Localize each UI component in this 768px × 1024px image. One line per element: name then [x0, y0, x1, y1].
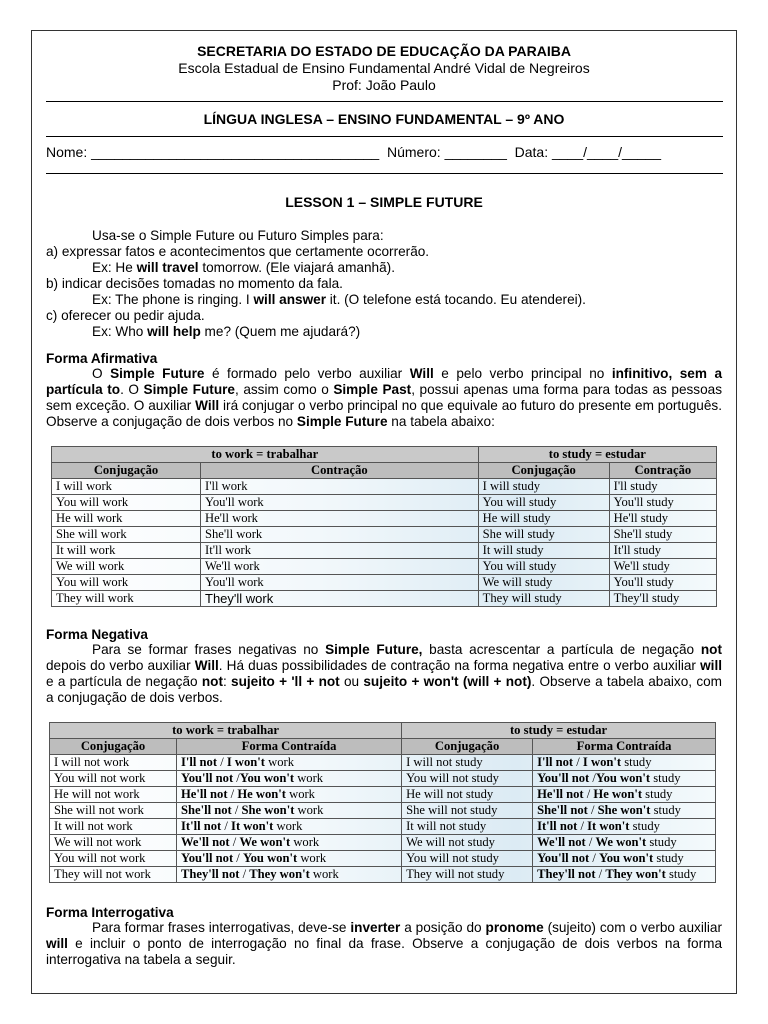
- text: Para formar frases interrogativas, deve-se: [92, 920, 351, 935]
- intro-item-b: b) indicar decisões tomadas no momento da fala.: [46, 276, 343, 291]
- table-cell: You will not study: [402, 851, 533, 867]
- table-cell: [177, 787, 402, 803]
- text: . Observe a tabela abaixo, com a conjugação de dois verbos.: [46, 674, 723, 705]
- table-cell: It will not work: [50, 819, 177, 835]
- table-cell: [177, 755, 402, 771]
- text: work: [285, 787, 315, 801]
- bold-text: Simple Past: [333, 382, 412, 397]
- bold-text: sujeito + 'll + not: [231, 674, 340, 689]
- table-cell: [533, 851, 716, 867]
- bold-text: They'll not: [537, 867, 596, 881]
- table-row: [52, 591, 717, 607]
- text: /: [233, 771, 240, 785]
- text: work: [294, 771, 324, 785]
- table-cell: You will not work: [50, 771, 177, 787]
- table-row: [50, 803, 716, 819]
- table-cell: [533, 835, 716, 851]
- bold-text: You won't: [242, 851, 298, 865]
- text: Ex: Who: [92, 324, 148, 339]
- table-row: [52, 511, 717, 527]
- intro-example-a: [46, 260, 768, 276]
- bold-text: They'll not: [181, 867, 240, 881]
- text: /: [229, 835, 240, 849]
- bold-text: I'll not: [537, 755, 574, 769]
- table-cell: [177, 819, 402, 835]
- table-cell: [533, 867, 716, 883]
- text: /: [587, 803, 598, 817]
- student-info-line: Nome: _____________________________________ Número: ________ Data: ____/____/_____: [46, 144, 661, 160]
- divider: [46, 173, 723, 174]
- table-cell: [177, 867, 402, 883]
- column-header: Conjugação: [478, 463, 609, 479]
- text: work: [294, 803, 324, 817]
- table-cell: He'll study: [609, 511, 716, 527]
- header-teacher: Prof: João Paulo: [332, 77, 436, 93]
- bold-text: We won't: [595, 835, 647, 849]
- table-cell: He will not work: [50, 787, 177, 803]
- text: na tabela abaixo:: [387, 414, 495, 429]
- table-cell: I will study: [478, 479, 609, 495]
- table-row: [50, 787, 716, 803]
- bold-text: He'll not: [181, 787, 228, 801]
- lesson-title: LESSON 1 – SIMPLE FUTURE: [285, 194, 483, 210]
- text: /: [239, 867, 250, 881]
- bold-text: She'll not: [537, 803, 588, 817]
- table-cell: We will work: [52, 559, 201, 575]
- bold-text: not: [700, 642, 722, 657]
- table-cell: They'll work: [201, 591, 479, 607]
- text: /: [231, 803, 242, 817]
- table-cell: I'll work: [201, 479, 479, 495]
- table-row: [52, 543, 717, 559]
- intro-item-c: c) oferecer ou pedir ajuda.: [46, 308, 205, 323]
- bold-text: Will: [195, 398, 220, 413]
- text: study: [650, 803, 681, 817]
- table-row: [52, 527, 717, 543]
- text: e a partícula de negação: [46, 674, 202, 689]
- bold-text: He won't: [593, 787, 643, 801]
- text: study: [650, 771, 681, 785]
- bold-text: You won't: [239, 771, 295, 785]
- column-header: Forma Contraída: [533, 739, 716, 755]
- text: a posição do: [400, 920, 486, 935]
- text: me? (Quem me ajudará?): [200, 324, 361, 339]
- text: /: [227, 787, 238, 801]
- bold-text: We'll not: [537, 835, 586, 849]
- affirmative-conjugation-table: [51, 446, 717, 607]
- text: /: [573, 755, 583, 769]
- bold-text: will: [700, 658, 722, 673]
- table-header-row: [52, 447, 717, 463]
- bold-text: It'll not: [181, 819, 222, 833]
- bold-text: We'll not: [181, 835, 230, 849]
- text: /: [221, 819, 232, 833]
- text: /: [589, 771, 596, 785]
- bold-text: Simple Future: [110, 366, 205, 381]
- table-cell: [177, 851, 402, 867]
- table-cell: She will not work: [50, 803, 177, 819]
- text: e pelo verbo principal no: [433, 366, 612, 381]
- text: (sujeito) com o verbo auxiliar: [543, 920, 722, 935]
- bold-text: They won't: [249, 867, 310, 881]
- column-header: Conjugação: [402, 739, 533, 755]
- header-secretaria: SECRETARIA DO ESTADO DE EDUCAÇÃO DA PARAIBA: [197, 43, 571, 59]
- bold-text: It won't: [231, 819, 274, 833]
- bold-text: will help: [147, 324, 201, 339]
- text: Para se formar frases negativas no: [92, 642, 326, 657]
- text: study: [621, 755, 652, 769]
- table-cell: I'll study: [609, 479, 716, 495]
- bold-text: You'll not: [181, 771, 234, 785]
- bold-text: inverter: [350, 920, 401, 935]
- bold-text: will travel: [136, 260, 199, 275]
- table-subheader-row: [52, 463, 717, 479]
- table-cell: You will not study: [402, 771, 533, 787]
- bold-text: It'll not: [537, 819, 578, 833]
- text: ou: [339, 674, 364, 689]
- text: work: [290, 835, 320, 849]
- bold-text: She won't: [597, 803, 651, 817]
- table-row: [52, 559, 717, 575]
- bold-text: I'll not: [181, 755, 218, 769]
- table-header-work: to work = trabalhar: [52, 447, 479, 463]
- bold-text: Simple Future,: [325, 642, 423, 657]
- bold-text: pronome: [485, 920, 544, 935]
- table-cell: We'll study: [609, 559, 716, 575]
- text: basta acrescentar a partícula de negação: [422, 642, 701, 657]
- table-cell: [533, 803, 716, 819]
- table-cell: He will study: [478, 511, 609, 527]
- text: work: [297, 851, 327, 865]
- column-header: Contração: [201, 463, 479, 479]
- text: study: [653, 851, 684, 865]
- negative-conjugation-table: [49, 722, 716, 883]
- table-row: [52, 495, 717, 511]
- header-school: Escola Estadual de Ensino Fundamental André Vidal de Negreiros: [178, 60, 590, 76]
- bold-text: She won't: [241, 803, 295, 817]
- divider: [46, 101, 723, 102]
- table-cell: We will study: [478, 575, 609, 591]
- table-subheader-row: [50, 739, 716, 755]
- text: Ex: The phone is ringing. I: [92, 292, 254, 307]
- table-row: [50, 835, 716, 851]
- table-cell: [533, 755, 716, 771]
- table-cell: It will work: [52, 543, 201, 559]
- table-header-work: to work = trabalhar: [50, 723, 402, 739]
- table-cell: [177, 803, 402, 819]
- table-row: [50, 819, 716, 835]
- text: work: [273, 819, 303, 833]
- column-header: Conjugação: [52, 463, 201, 479]
- table-header-study: to study = estudar: [478, 447, 716, 463]
- text: /: [585, 835, 596, 849]
- table-cell: You will study: [478, 559, 609, 575]
- table-cell: She will study: [478, 527, 609, 543]
- text: work: [309, 867, 339, 881]
- bold-text: You'll not: [181, 851, 234, 865]
- table-cell: You will work: [52, 495, 201, 511]
- text: . O: [120, 382, 144, 397]
- table-cell: [533, 771, 716, 787]
- bold-text: You'll not: [537, 851, 590, 865]
- table-cell: She'll work: [201, 527, 479, 543]
- table-header-study: to study = estudar: [402, 723, 716, 739]
- table-cell: You will work: [52, 575, 201, 591]
- table-cell: We will not study: [402, 835, 533, 851]
- text: O: [92, 366, 111, 381]
- text: study: [665, 867, 697, 881]
- column-header: Forma Contraída: [177, 739, 402, 755]
- bold-text: Will: [409, 366, 434, 381]
- text: e incluir o ponto de interrogação no final da frase. Observe a conjugação de dois verbos na forma interrogativa na tabela a seguir.: [46, 936, 722, 967]
- text: /: [589, 851, 600, 865]
- table-row: [50, 771, 716, 787]
- table-cell: She will work: [52, 527, 201, 543]
- table-cell: [177, 771, 402, 787]
- bold-text: sujeito + won't (will + not): [363, 674, 532, 689]
- text: study: [646, 835, 677, 849]
- text: study: [642, 787, 673, 801]
- text: depois do verbo auxiliar: [46, 658, 195, 673]
- table-row: [50, 851, 716, 867]
- table-row: [52, 479, 717, 495]
- bold-text: He'll not: [537, 787, 584, 801]
- text: study: [629, 819, 660, 833]
- intro-example-b: [46, 292, 768, 308]
- table-cell: You will study: [478, 495, 609, 511]
- bold-text: We won't: [239, 835, 291, 849]
- subject-title: LÍNGUA INGLESA – ENSINO FUNDAMENTAL – 9º ANO: [203, 111, 565, 127]
- bold-text: will: [46, 936, 68, 951]
- table-cell: He will work: [52, 511, 201, 527]
- bold-text: You won't: [599, 851, 654, 865]
- text: :: [223, 674, 232, 689]
- text: it. (O telefone está tocando. Eu atenderei).: [326, 292, 586, 307]
- intro-item-a: a) expressar fatos e acontecimentos que certamente ocorrerão.: [46, 244, 430, 259]
- table-cell: It will not study: [402, 819, 533, 835]
- text: Ex: He: [92, 260, 137, 275]
- bold-text: I won't: [226, 755, 265, 769]
- table-cell: You'll study: [609, 575, 716, 591]
- bold-text: not: [201, 674, 223, 689]
- text: work: [264, 755, 295, 769]
- bold-text: will answer: [253, 292, 326, 307]
- table-cell: She'll study: [609, 527, 716, 543]
- table-cell: I will work: [52, 479, 201, 495]
- intro-example-c: [46, 324, 768, 340]
- bold-text: She'll not: [181, 803, 232, 817]
- section-title-interrogativa: Forma Interrogativa: [46, 905, 174, 920]
- table-cell: They will not study: [402, 867, 533, 883]
- table-cell: He will not study: [402, 787, 533, 803]
- table-cell: It'll work: [201, 543, 479, 559]
- bold-text: I won't: [582, 755, 622, 769]
- bold-text: They won't: [605, 867, 666, 881]
- column-header: Contração: [609, 463, 716, 479]
- text: tomorrow. (Ele viajará amanhã).: [198, 260, 395, 275]
- table-row: [50, 755, 716, 771]
- bold-text: Simple Future: [296, 414, 388, 429]
- table-cell: I will not work: [50, 755, 177, 771]
- text: irá conjugar o verbo principal no que equivale ao futuro do presente em português. Observe a conjugação de dois verbos no: [46, 398, 723, 429]
- text: /: [583, 787, 594, 801]
- table-cell: It will study: [478, 543, 609, 559]
- table-header-row: [50, 723, 716, 739]
- table-row: [52, 575, 717, 591]
- table-cell: You'll work: [201, 575, 479, 591]
- divider: [46, 136, 723, 137]
- intro-line: Usa-se o Simple Future ou Futuro Simples para:: [92, 228, 384, 243]
- table-cell: They will work: [52, 591, 201, 607]
- table-cell: You'll work: [201, 495, 479, 511]
- bold-text: Simple Future: [143, 382, 235, 397]
- table-cell: You'll study: [609, 495, 716, 511]
- bold-text: It won't: [587, 819, 630, 833]
- table-cell: They will not work: [50, 867, 177, 883]
- table-cell: [177, 835, 402, 851]
- section-title-negativa: Forma Negativa: [46, 627, 148, 642]
- table-cell: You will not work: [50, 851, 177, 867]
- bold-text: He won't: [237, 787, 286, 801]
- column-header: Conjugação: [50, 739, 177, 755]
- text: /: [217, 755, 227, 769]
- table-cell: She will not study: [402, 803, 533, 819]
- bold-text: Will: [194, 658, 219, 673]
- bold-text: infinitivo, sem a partícula to: [46, 366, 723, 397]
- interrogativa-paragraph: [46, 920, 722, 968]
- bold-text: You'll not: [537, 771, 590, 785]
- table-cell: It'll study: [609, 543, 716, 559]
- table-cell: [533, 819, 716, 835]
- text: /: [577, 819, 588, 833]
- table-cell: [533, 787, 716, 803]
- table-row: [50, 867, 716, 883]
- text: , assim como o: [234, 382, 334, 397]
- text: , possui apenas uma forma para todas as pessoas sem exceção. O auxiliar: [46, 382, 723, 413]
- text: /: [233, 851, 243, 865]
- table-cell: They will study: [478, 591, 609, 607]
- bold-text: You won't: [595, 771, 651, 785]
- text: é formado pelo verbo auxiliar: [204, 366, 410, 381]
- table-cell: We will not work: [50, 835, 177, 851]
- table-cell: He'll work: [201, 511, 479, 527]
- section-title-afirmativa: Forma Afirmativa: [46, 351, 158, 366]
- afirmativa-paragraph: [46, 366, 722, 430]
- table-cell: We'll work: [201, 559, 479, 575]
- text: /: [595, 867, 606, 881]
- table-cell: I will not study: [402, 755, 533, 771]
- text: . Há duas possibilidades de contração na forma negativa entre o verbo auxiliar: [218, 658, 701, 673]
- negativa-paragraph: [46, 642, 722, 706]
- table-cell: They'll study: [609, 591, 716, 607]
